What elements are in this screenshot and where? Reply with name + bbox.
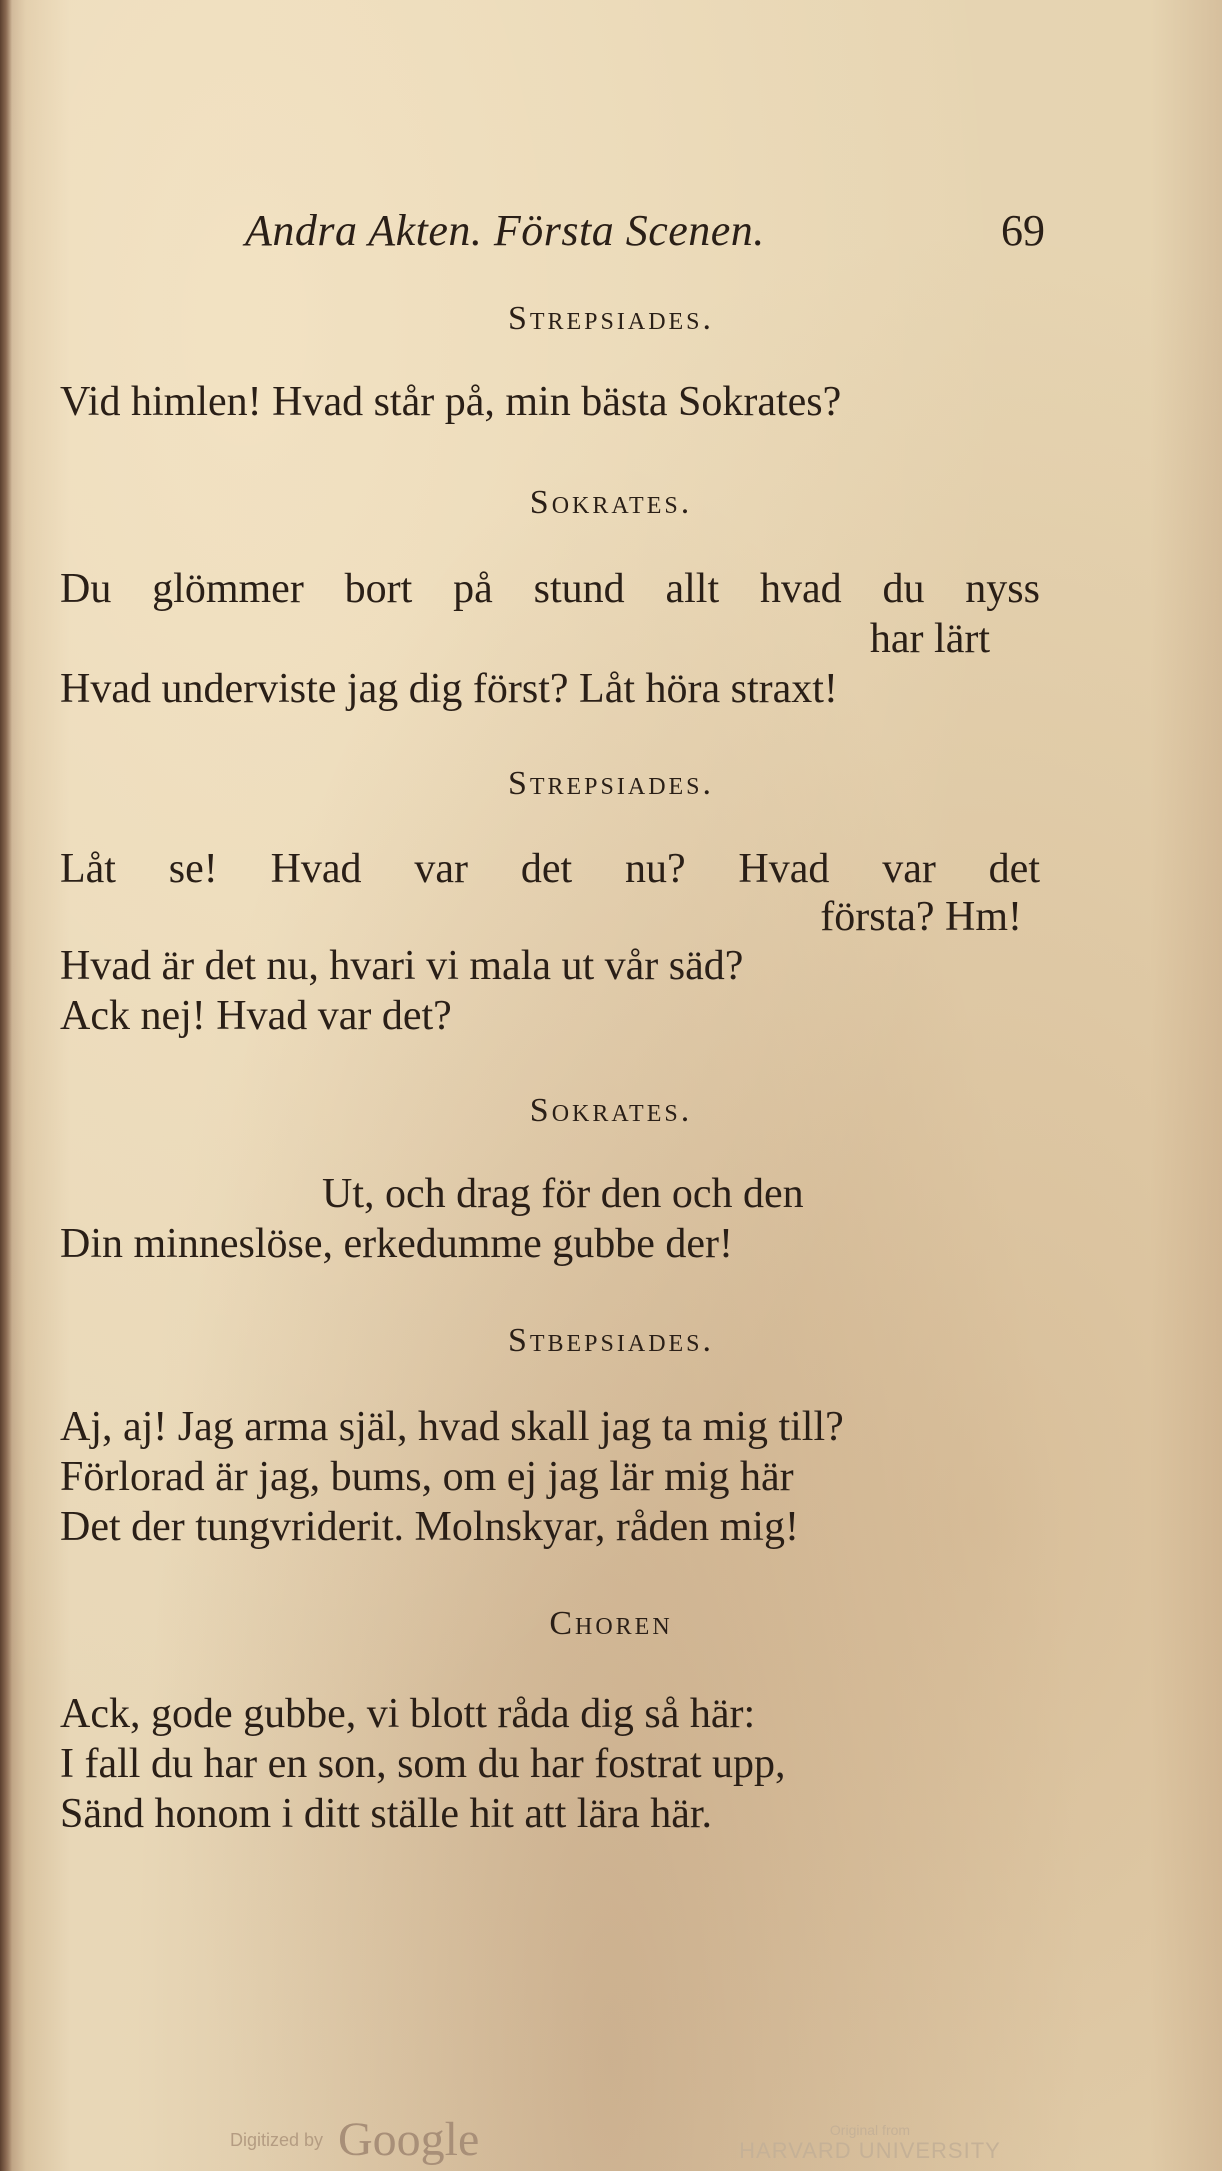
verse-line: Förlorad är jag, bums, om ej jag lär mig här [60,1454,794,1500]
verse-line: Vid himlen! Hvad står på, min bästa Sokrates? [60,379,842,425]
original-from-label: Original from [829,2122,911,2138]
verse-line: Aj, aj! Jag arma själ, hvad skall jag ta mig till? [60,1404,844,1450]
verse-line: Sänd honom i ditt ställe hit att lära här. [60,1791,713,1837]
speaker-heading: Strepsiades. [507,300,715,337]
verse-line: Ack, gode gubbe, vi blott råda dig så här: [60,1691,756,1737]
verse-line: I fall du har en son, som du har fostrat upp, [60,1741,786,1787]
page-number: 69 [1001,206,1045,255]
verse-line: Hvad är det nu, hvari vi mala ut vår säd? [60,943,744,989]
university-label: HARVARD UNIVERSITY [739,2138,1001,2163]
running-header [245,205,1045,265]
digitization-footer [230,2112,1030,2166]
speaker-heading: Sokrates. [529,1092,693,1129]
digitized-by-label: Digitized by [230,2130,324,2150]
verse-line: Låt se! Hvad var det nu? Hvad var det [60,846,1040,892]
google-logo: Google [338,2113,480,2166]
verse-line: Hvad underviste jag dig först? Låt höra straxt! [60,666,838,712]
speaker-heading: Choren [549,1605,673,1642]
verse-line: Du glömmer bort på stund allt hvad du nyss [60,566,1040,612]
verse-line: Ack nej! Hvad var det? [60,993,452,1039]
running-title: Andra Akten. Första Scenen. [245,206,765,255]
verse-line-continuation: första? Hm! [820,894,1022,940]
speaker-heading: Sokrates. [529,484,693,521]
verse-line: Ut, och drag för den och den [322,1171,804,1217]
verse-line: Det der tungvriderit. Molnskyar, råden mig! [60,1504,799,1550]
speaker-heading: Strepsiades. [507,765,715,802]
verse-line-continuation: har lärt [869,616,990,662]
verse-line: Din minneslöse, erkedumme gubbe der! [60,1221,733,1267]
speaker-heading: Stbepsiades. [507,1322,715,1359]
